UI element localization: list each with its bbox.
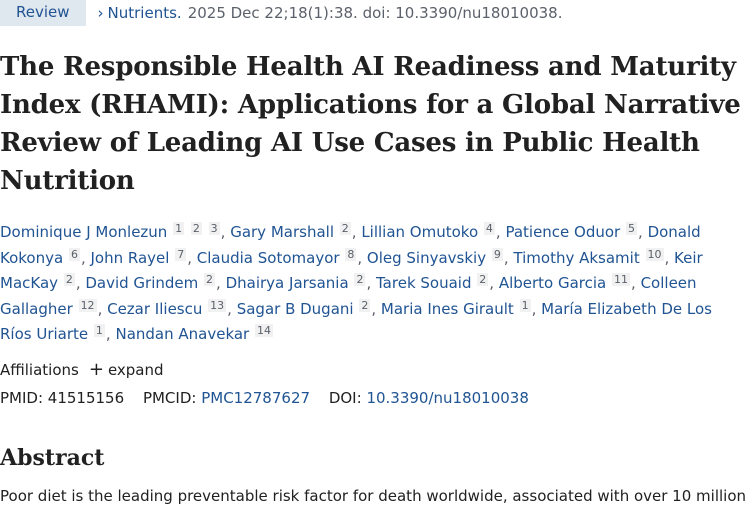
pmid-value: 41515156 (47, 389, 125, 407)
author-name-link[interactable]: Dhairya Jarsania (225, 274, 349, 292)
affiliation-number-link[interactable]: 10 (647, 247, 662, 261)
author-item (381, 300, 532, 318)
author-name-link[interactable]: Dominique J Monlezun (0, 223, 168, 241)
abstract-text: Poor diet is the leading preventable risk factor for death worldwide, associated with over 10 million (0, 487, 747, 505)
author-name-link[interactable]: Claudia Sotomayor (196, 248, 340, 267)
pmcid-link[interactable]: PMC12787627 (201, 389, 311, 407)
author-list: Dominique J Monlezun 1 2 3 , Gary Marshall 2 , Lillian Omutoko 4 , Patience Oduor 5 , Donald Kokonya 6 , John Rayel 7 , Claudia Sotomayor 8 , Oleg Sinyavskiy 9 , Timothy Aksamit 10 , Keir MacKay 2 , David Grindem 2 , Dhairya Jarsania 2 , Tarek Souaid 2 , Alberto Garcia 11 , Colleen Gallagher 12 , Cezar Iliescu 13 , Sagar B Dugani 2 , Maria Ines Girault 1 , María Elizabeth De Los Ríos Uriarte 1 , Nandan Anavekar 14 (0, 222, 712, 343)
author-name-link[interactable]: Timothy Aksamit (513, 248, 640, 267)
author-item (226, 274, 367, 292)
author-name-link[interactable]: Maria Ines Girault (380, 299, 514, 318)
affiliation-number-link[interactable]: 6 (70, 247, 78, 261)
author-item (499, 274, 631, 292)
journal-link[interactable]: Nutrients. (107, 4, 182, 22)
affiliation-number-link[interactable]: 2 (206, 273, 214, 286)
author-item (230, 223, 352, 241)
affiliation-number-link[interactable]: 1 (175, 222, 183, 235)
affiliation-number-link[interactable]: 2 (361, 298, 369, 312)
citation-line (0, 0, 750, 26)
author-item (505, 223, 638, 241)
affiliations-label: Affiliations (0, 360, 79, 379)
pmcid-label: PMCID: (142, 389, 197, 407)
author-name-link[interactable]: David Grindem (85, 274, 199, 292)
author-item (85, 274, 216, 292)
author-name-link[interactable]: Colleen Gallagher (0, 274, 697, 318)
author-item (513, 249, 664, 267)
affiliations-expand-button[interactable] (89, 359, 164, 380)
doi-label: DOI: (328, 389, 362, 407)
author-item (237, 300, 372, 318)
author-item (376, 274, 489, 292)
author-item (91, 249, 188, 267)
author-name-link[interactable]: María Elizabeth De Los Ríos Uriarte (0, 299, 712, 343)
doi-link[interactable]: 10.3390/nu18010038 (366, 389, 529, 407)
affiliation-number-link[interactable]: 11 (614, 273, 629, 286)
affiliation-number-link[interactable]: 2 (356, 273, 364, 286)
author-name-link[interactable]: Keir MacKay (0, 248, 703, 292)
citation-details: 2025 Dec 22;18(1):38. doi: 10.3390/nu18010038. (187, 4, 563, 22)
affiliations-row (0, 359, 164, 380)
chevron-right-icon: › (97, 4, 104, 22)
author-name-link[interactable]: Patience Oduor (505, 223, 621, 241)
plus-icon: + (88, 359, 104, 380)
author-name-link[interactable]: Gary Marshall (230, 223, 334, 241)
affiliation-number-link[interactable]: 3 (210, 222, 218, 235)
affiliation-number-link[interactable]: 8 (347, 247, 355, 261)
affiliation-number-link[interactable]: 2 (341, 222, 349, 235)
affiliation-number-link[interactable]: 9 (493, 247, 501, 261)
author-item (0, 223, 221, 241)
author-name-link[interactable]: Oleg Sinyavskiy (366, 248, 487, 267)
pmid-label: PMID: (0, 389, 44, 407)
identifiers-row (0, 389, 529, 407)
abstract-heading: Abstract (0, 445, 105, 471)
author-item (367, 249, 504, 267)
affiliation-number-link[interactable]: 14 (257, 324, 272, 337)
affiliation-number-link[interactable]: 2 (479, 273, 487, 286)
author-name-link[interactable]: Sagar B Dugani (236, 299, 354, 318)
author-name-link[interactable]: Cezar Iliescu (107, 299, 203, 318)
author-item (107, 300, 227, 318)
author-item (115, 325, 274, 343)
author-name-link[interactable]: John Rayel (90, 248, 170, 267)
author-name-link[interactable]: Lillian Omutoko (361, 223, 479, 241)
affiliation-number-link[interactable]: 4 (485, 222, 493, 235)
affiliation-number-link[interactable]: 1 (521, 298, 529, 312)
affiliation-number-link[interactable]: 13 (210, 298, 225, 312)
author-name-link[interactable]: Alberto Garcia (498, 274, 607, 292)
author-name-link[interactable]: Tarek Souaid (376, 274, 472, 292)
author-name-link[interactable]: Donald Kokonya (0, 223, 701, 267)
author-item (361, 223, 496, 241)
affiliation-number-link[interactable]: 12 (80, 298, 95, 312)
affiliation-number-link[interactable]: 2 (192, 222, 200, 235)
article-title: The Responsible Health AI Readiness and Maturity Index (RHAMI): Applications for a Global Narrative Review of Leading AI Use Cases in Public Health Nutrition (0, 52, 741, 196)
author-item (197, 249, 358, 267)
affiliation-number-link[interactable]: 5 (628, 222, 636, 235)
publication-type-badge[interactable]: Review (0, 0, 86, 26)
affiliation-number-link[interactable]: 2 (65, 273, 73, 286)
affiliation-number-link[interactable]: 1 (95, 324, 103, 337)
expand-label: expand (107, 361, 164, 379)
author-name-link[interactable]: Nandan Anavekar (115, 325, 250, 343)
affiliation-number-link[interactable]: 7 (177, 247, 185, 261)
